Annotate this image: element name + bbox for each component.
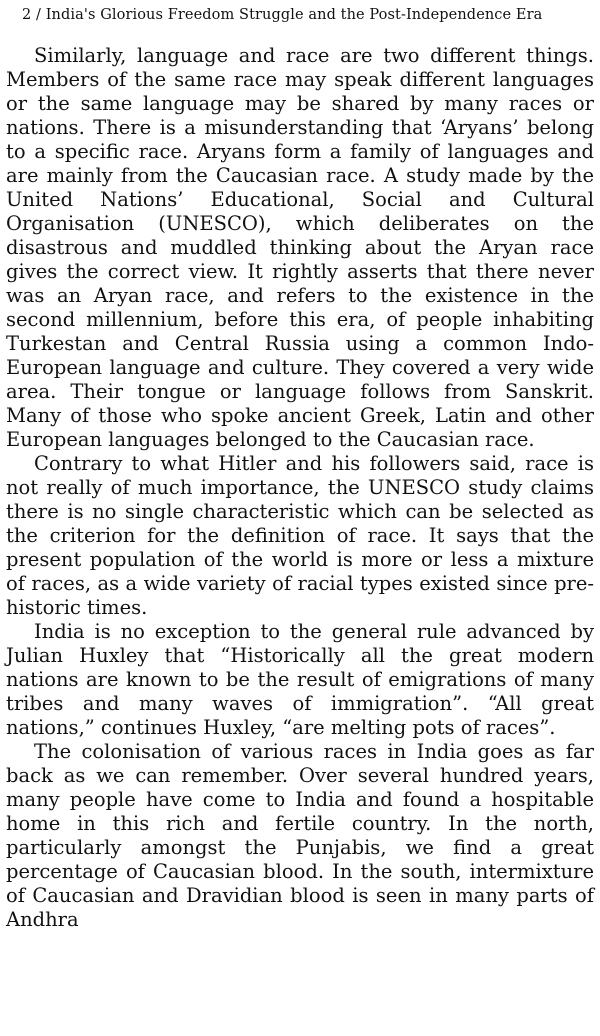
- paragraph-3: [6, 620, 594, 740]
- running-head: 2 / India's Glorious Freedom Struggle and the Post-Independence Era: [22, 7, 543, 23]
- paragraph-text: India is no exception to the general rule advanced by Julian Huxley that “Historically all the great modern nations are known to be the result of emigrations of many tribes and many waves of immigration”. “All great nations,” continues Huxley, “are melting pots of races”.: [6, 620, 594, 739]
- paragraph-text: Similarly, language and race are two different things. Members of the same race may speak different languages or the same language may be shared by many races or nations. There is a misunderstanding that ‘Aryans’ belong to a specific race. Aryans form a family of languages and are mainly from the Caucasian race. A study made by the United Nations’ Educational, Social and Cultural Organisation (UNESCO), which deliberates on the disastrous and muddled thinking about the Aryan race gives the correct view. It rightly asserts that there never was an Aryan race, and refers to the existence in the second millennium, before this era, of people inhabiting Turkestan and Central Russia using a common Indo-European language and culture. They covered a very wide area. Their tongue or language follows from Sanskrit. Many of those who spoke ancient Greek, Latin and other European languages belonged to the Caucasian race.: [6, 44, 594, 451]
- paragraph-text: The colonisation of various races in India goes as far back as we can remember. Over several hundred years, many people have come to India and found a hospitable home in this rich and fertile country. In the north, particularly amongst the Punjabis, we find a great percentage of Caucasian blood. In the south, intermixture of Caucasian and Dravidian blood is seen in many parts of Andhra: [6, 740, 594, 931]
- body-text: [6, 44, 594, 932]
- paragraph-2: [6, 452, 594, 620]
- paragraph-4: [6, 740, 594, 932]
- paragraph-1: [6, 44, 594, 452]
- paragraph-text: Contrary to what Hitler and his followers said, race is not really of much importance, the UNESCO study claims there is no single characteristic which can be selected as the criterion for the definition of race. It says that the present population of the world is more or less a mixture of races, as a wide variety of racial types existed since pre-historic times.: [6, 452, 594, 619]
